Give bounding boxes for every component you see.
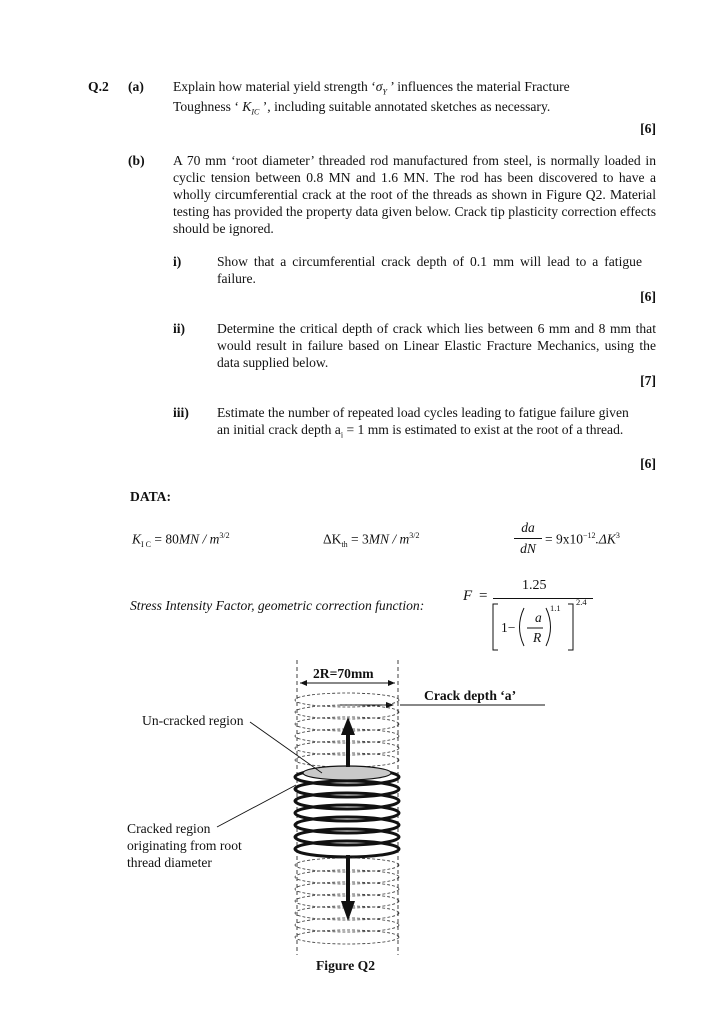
kic-eq-value: = 80 — [151, 531, 179, 547]
paris-eq-rest: .ΔK — [595, 531, 616, 547]
sub-i-label: i) — [173, 254, 182, 269]
question-number: Q.2 — [88, 79, 109, 94]
paris-numerator: da — [521, 520, 535, 535]
paris-fraction-bar — [514, 538, 542, 539]
paris-eq-exponent-2: 3 — [615, 531, 620, 540]
dimension-label: 2R=70mm — [313, 666, 374, 681]
part-a-marks: [6] — [640, 121, 656, 136]
lower-thread-7 — [295, 930, 399, 944]
crack-depth-arrow-head — [386, 702, 394, 708]
sif-right-square-bracket — [568, 604, 573, 650]
sigma-y-symbol: σ — [375, 79, 383, 94]
uncracked-region-ellipse — [303, 766, 391, 780]
sub-iii-text-2: = 1 mm is estimated to exist at the root of a thread. — [343, 422, 624, 437]
sub-iii-label: iii) — [173, 405, 189, 420]
paris-denominator: dN — [520, 541, 536, 556]
sif-equals: = — [479, 588, 488, 604]
sub-i-marks: [6] — [640, 289, 656, 304]
kic-subscript: IC — [251, 107, 260, 117]
kic-equation — [132, 531, 230, 549]
part-b-label: (b) — [128, 153, 145, 168]
sif-outer-exponent: 2.4 — [576, 597, 587, 607]
cracked-threads — [295, 769, 399, 857]
sif-left-square-bracket — [493, 604, 498, 650]
dk-eq-subscript: th — [341, 540, 348, 550]
kic-eq-exponent: 3/2 — [219, 531, 230, 540]
sif-numerator: 1.25 — [522, 578, 547, 593]
sub-iii-text-1: Estimate the number of repeated load cycles leading to fatigue failure given an initial crack depth a — [217, 405, 629, 437]
uncracked-leader-line — [250, 722, 322, 773]
sif-a: a — [535, 610, 542, 625]
part-a-text-2: ’ influences the material Fracture — [386, 79, 570, 94]
cracked-region-label — [127, 820, 242, 871]
sif-left-paren — [520, 608, 525, 646]
sif-lhs: F — [463, 588, 473, 604]
sub-ii-text: Determine the critical depth of crack which lies between 6 mm and 8 mm that would result in failure based on Linear Elastic Fracture Mechanics, using the data supplied below. — [217, 321, 656, 370]
kic-eq-symbol: K — [132, 531, 142, 547]
part-a-text-3: Toughness ‘ — [173, 99, 243, 114]
sub-ii-label: ii) — [173, 321, 186, 336]
upper-load-arrow-head — [341, 717, 355, 735]
sif-one-minus: 1− — [501, 620, 516, 635]
cracked-region-label-line-3: thread diameter — [127, 855, 212, 870]
upper-thread-2 — [295, 705, 399, 719]
dimension-arrow-left-head — [300, 680, 307, 686]
part-a-text-4: ’, including suitable annotated sketches as necessary. — [259, 99, 551, 114]
dk-eq-value: = 3 — [347, 531, 369, 547]
kic-symbol: K — [242, 99, 252, 114]
sub-iii-marks: [6] — [640, 456, 656, 471]
part-a-text-1: Explain how material yield strength ‘ — [173, 79, 376, 94]
sif-r: R — [533, 630, 542, 645]
uncracked-region-label: Un-cracked region — [142, 713, 244, 728]
part-a-line-2 — [173, 98, 663, 121]
kic-eq-subscript: I C — [141, 540, 152, 550]
sif-right-paren — [546, 608, 551, 646]
dk-eq-symbol: ΔK — [323, 531, 342, 547]
paris-eq-value: = 9x10 — [545, 531, 583, 547]
sub-ii-marks: [7] — [640, 373, 656, 388]
cracked-region-label-line-1: Cracked region — [127, 821, 211, 836]
sub-iii-text — [217, 404, 645, 444]
sif-inner-exponent: 1.1 — [550, 603, 561, 613]
cracked-thread-7 — [295, 841, 399, 857]
dimension-arrow-right-head — [388, 680, 395, 686]
part-b-paragraph: A 70 mm ‘root diameter’ threaded rod manufactured from steel, is normally loaded in cyclic tension between 0.8 MN and 1.6 MN. The rod has been discovered to have a wholly circumferential crack at the root of the threads as shown in Figure Q2. Material testing has provided the property data given below. Crack tip plasticity correction effects should be ignored. — [173, 153, 656, 236]
lower-thread-6 — [295, 918, 399, 932]
sif-label: Stress Intensity Factor, geometric correction function: — [130, 598, 425, 613]
dk-threshold-equation — [323, 531, 420, 549]
sub-i-text: Show that a circumferential crack depth of 0.1 mm will lead to a fatigue failure. — [217, 254, 642, 286]
figure-caption: Figure Q2 — [316, 958, 376, 973]
part-a-label: (a) — [128, 79, 144, 94]
figure-q2-drawing — [0, 655, 724, 985]
sub-iii-subscript: i — [340, 430, 344, 440]
data-heading: DATA: — [130, 489, 172, 504]
crack-depth-label: Crack depth ‘a’ — [424, 688, 517, 703]
cracked-region-label-line-2: originating from root — [127, 838, 242, 853]
dk-eq-exponent: 3/2 — [409, 531, 420, 540]
paris-eq-exponent: −12 — [583, 531, 596, 540]
dk-eq-unit: MN / m — [368, 531, 410, 547]
paris-rhs — [545, 531, 620, 548]
kic-eq-unit: MN / m — [178, 531, 220, 547]
sigma-y-subscript: Y — [382, 87, 387, 97]
